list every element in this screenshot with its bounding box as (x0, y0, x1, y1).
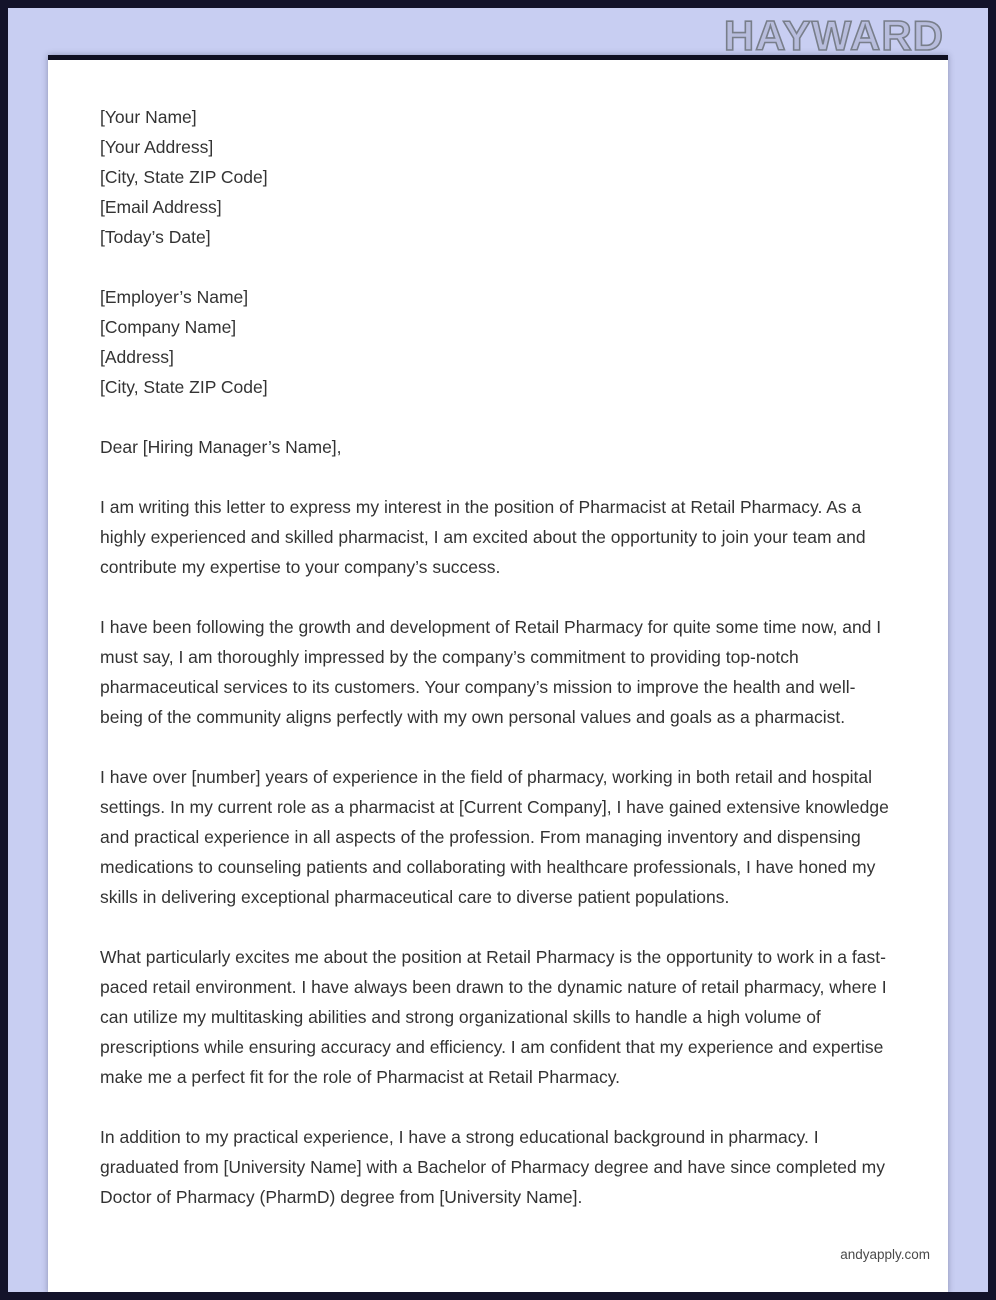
recipient-line: [Address] (100, 347, 174, 367)
salutation: Dear [Hiring Manager’s Name], (100, 437, 342, 457)
recipient-line: [Company Name] (100, 317, 237, 337)
recipient-line: [Employer’s Name] (100, 287, 249, 307)
letter-document (48, 55, 948, 1294)
paragraph: I have been following the growth and development of Retail Pharmacy for quite some time now, and I must say, I am thoroughly impressed by the company’s commitment to providing top-notch pharmaceutical services to its customers. Your company’s mission to improve the health and well-being of the community aligns perfectly with my own personal values and goals as a pharmacist. (100, 617, 882, 727)
paragraph: In addition to my practical experience, I have a strong educational background in pharmacy. I graduated from [University Name] with a Bachelor of Pharmacy degree and have since completed my Doctor of Pharmacy (PharmD) degree from [University Name]. (100, 1127, 885, 1207)
salutation-block (100, 432, 893, 462)
sender-line: [Today’s Date] (100, 227, 211, 247)
sender-line: [Email Address] (100, 197, 222, 217)
recipient-block (100, 282, 893, 402)
sender-block (100, 102, 893, 252)
brand-logo: HAYWARD (723, 12, 944, 59)
sender-line: [City, State ZIP Code] (100, 167, 268, 187)
watermark: andyapply.com (840, 1247, 930, 1262)
recipient-line: [City, State ZIP Code] (100, 377, 268, 397)
sender-line: [Your Address] (100, 137, 214, 157)
paragraph: I have over [number] years of experience in the field of pharmacy, working in both retail and hospital settings. In my current role as a pharmacist at [Current Company], I have gained extensive knowledge and practical experience in all aspects of the profession. From managing inventory and dispensing medications to counseling patients and collaborating with healthcare professionals, I have honed my skills in delivering exceptional pharmaceutical care to diverse patient populations. (100, 767, 889, 907)
sender-line: [Your Name] (100, 107, 197, 127)
paragraph: What particularly excites me about the position at Retail Pharmacy is the opportunity to work in a fast-paced retail environment. I have always been drawn to the dynamic nature of retail pharmacy, where I can utilize my multitasking abilities and strong organizational skills to handle a high volume of prescriptions while ensuring accuracy and efficiency. I am confident that my experience and expertise make me a perfect fit for the role of Pharmacist at Retail Pharmacy. (100, 947, 887, 1087)
letter-body (48, 60, 948, 1212)
paragraph: I am writing this letter to express my interest in the position of Pharmacist at Retail Pharmacy. As a highly experienced and skilled pharmacist, I am excited about the opportunity to join your team and contribute my expertise to your company’s success. (100, 497, 866, 577)
